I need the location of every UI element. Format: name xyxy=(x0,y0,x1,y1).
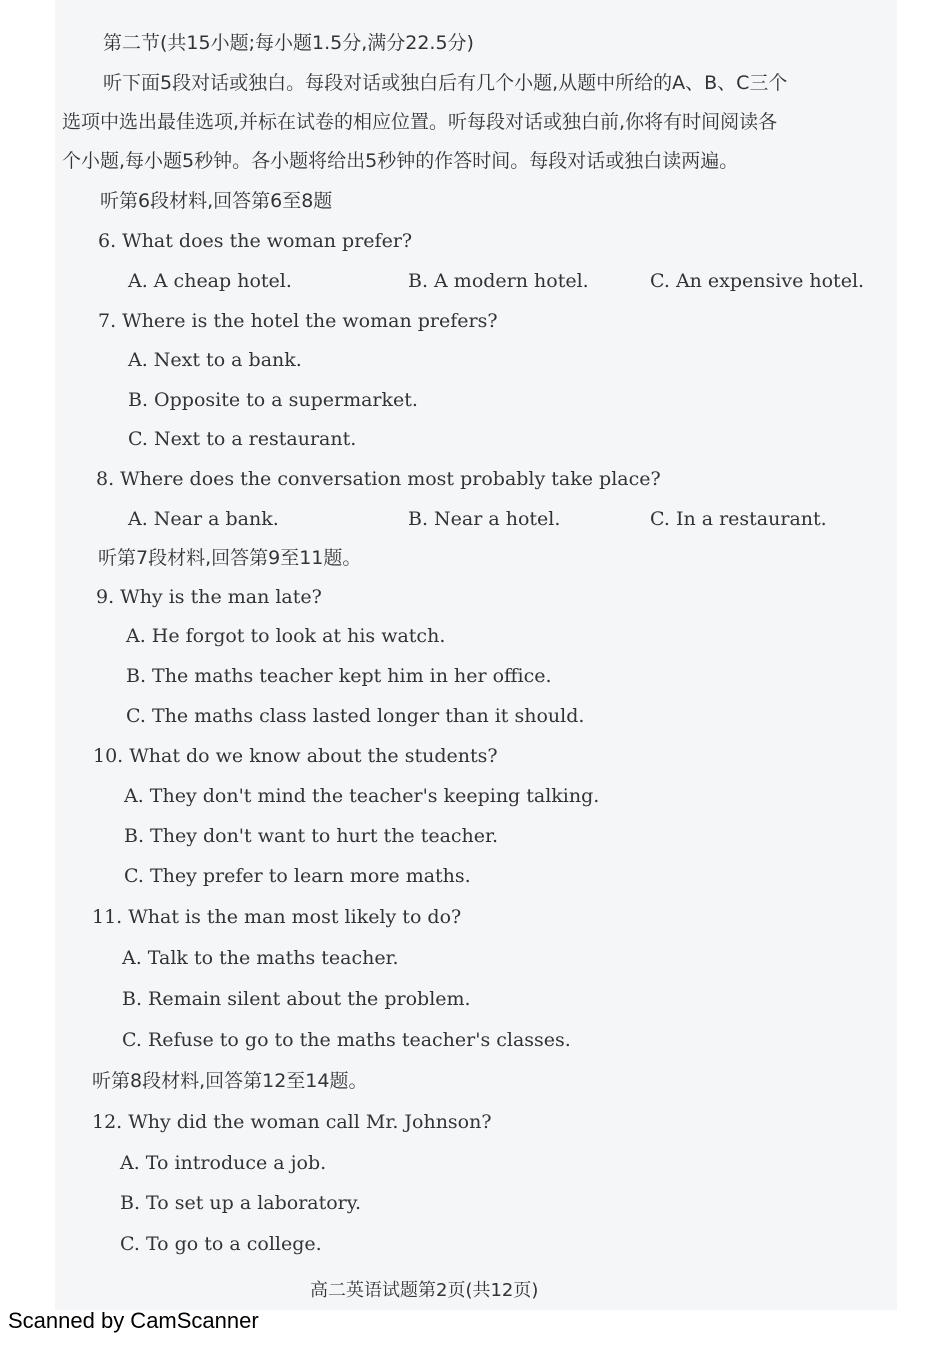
group-heading: 听第7段材料,回答第9至11题。 xyxy=(98,547,362,569)
group-heading: 听第6段材料,回答第6至8题 xyxy=(100,190,333,212)
option-8c: C. In a restaurant. xyxy=(650,508,827,530)
question-6: 6. What does the woman prefer? xyxy=(98,230,413,252)
option-9c: C. The maths class lasted longer than it should. xyxy=(126,705,585,727)
page-footer: 高二英语试题第2页(共12页) xyxy=(310,1280,539,1301)
option-8b: B. Near a hotel. xyxy=(408,508,561,530)
question-7: 7. Where is the hotel the woman prefers? xyxy=(98,310,498,332)
option-6c: C. An expensive hotel. xyxy=(650,270,865,292)
option-10b: B. They don't want to hurt the teacher. xyxy=(124,825,499,847)
option-11c: C. Refuse to go to the maths teacher's classes. xyxy=(122,1029,571,1051)
question-8: 8. Where does the conversation most probably take place? xyxy=(96,468,661,490)
option-12a: A. To introduce a job. xyxy=(120,1152,327,1174)
option-6b: B. A modern hotel. xyxy=(408,270,589,292)
option-12c: C. To go to a college. xyxy=(120,1233,322,1255)
option-9b: B. The maths teacher kept him in her office. xyxy=(126,665,552,687)
instructions-line-1: 听下面5段对话或独白。每段对话或独白后有几个小题,从题中所给的A、B、C三个 xyxy=(103,72,788,94)
scanner-watermark: Scanned by CamScanner xyxy=(8,1308,259,1333)
section-header: 第二节(共15小题;每小题1.5分,满分22.5分) xyxy=(103,32,474,54)
option-7a: A. Next to a bank. xyxy=(128,349,302,371)
question-11: 11. What is the man most likely to do? xyxy=(92,906,462,928)
question-12: 12. Why did the woman call Mr. Johnson? xyxy=(92,1111,492,1133)
option-9a: A. He forgot to look at his watch. xyxy=(126,625,446,647)
option-12b: B. To set up a laboratory. xyxy=(120,1192,362,1214)
option-7b: B. Opposite to a supermarket. xyxy=(128,389,418,411)
instructions-line-2: 选项中选出最佳选项,并标在试卷的相应位置。听每段对话或独白前,你将有时间阅读各 xyxy=(62,111,778,133)
option-10c: C. They prefer to learn more maths. xyxy=(124,865,471,887)
group-heading: 听第8段材料,回答第12至14题。 xyxy=(92,1070,368,1092)
question-9: 9. Why is the man late? xyxy=(96,586,322,608)
option-7c: C. Next to a restaurant. xyxy=(128,428,357,450)
option-11a: A. Talk to the maths teacher. xyxy=(122,947,399,969)
option-6a: A. A cheap hotel. xyxy=(128,270,292,292)
option-8a: A. Near a bank. xyxy=(128,508,279,530)
question-10: 10. What do we know about the students? xyxy=(93,745,498,767)
option-11b: B. Remain silent about the problem. xyxy=(122,988,471,1010)
instructions-line-3: 个小题,每小题5秒钟。各小题将给出5秒钟的作答时间。每段对话或独白读两遍。 xyxy=(62,150,739,172)
option-10a: A. They don't mind the teacher's keeping talking. xyxy=(124,785,600,807)
